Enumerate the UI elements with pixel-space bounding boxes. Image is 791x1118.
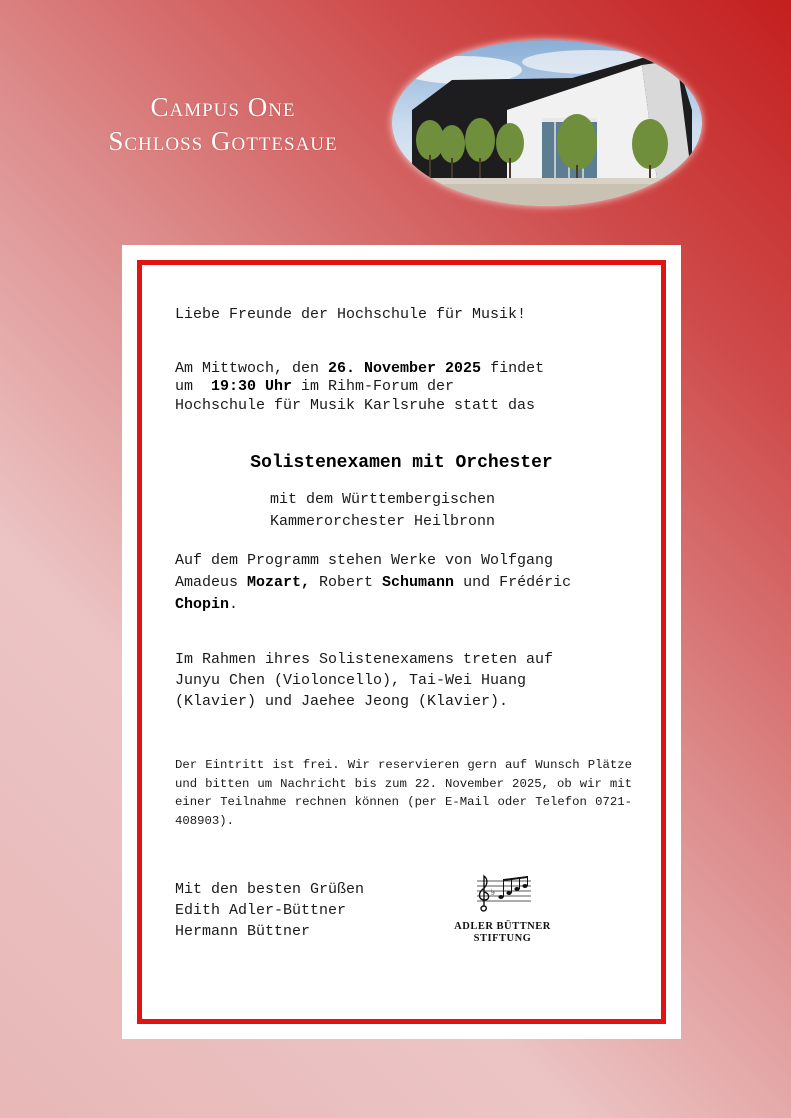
orchestra-line-2: Kammerorchester Heilbronn <box>270 513 496 530</box>
program-line-1: Auf dem Programm stehen Werke von Wolfgang <box>175 552 554 569</box>
admission-paragraph: Der Eintritt ist frei. Wir reservieren gern auf Wunsch Plätze und bitten um Nachricht bis zum 22. November 2025, ob wir mit einer Teilnahme rechnen können (per E-Mail oder Telefon 0721-408903). <box>175 758 632 828</box>
campus-building-photo <box>392 40 702 206</box>
program-line-2: Amadeus Mozart, Robert Schumann und Frédéric <box>175 574 572 591</box>
closing-line-1: Mit den besten Grüßen <box>175 881 365 898</box>
campus-title <box>78 90 368 158</box>
intro-line-1: Am Mittwoch, den 26. November 2025 findet <box>175 360 545 377</box>
intro-line-3: Hochschule für Musik Karlsruhe statt das <box>175 397 536 414</box>
foundation-name-line1: ADLER BÜTTNER <box>454 921 551 932</box>
performers-line-1: Im Rahmen ihres Solistenexamens treten auf <box>175 651 554 668</box>
closing-line-2: Edith Adler-Büttner <box>175 902 347 919</box>
campus-title-line1: Campus One <box>150 92 296 122</box>
performers-line-2: Junyu Chen (Violoncello), Tai-Wei Huang <box>175 672 527 689</box>
greeting: Liebe Freunde der Hochschule für Musik! <box>175 306 527 323</box>
svg-text:♭: ♭ <box>490 888 495 898</box>
campus-title-line2: Schloss Gottesaue <box>108 126 338 156</box>
foundation-name-line2: STIFTUNG <box>473 933 532 944</box>
music-staff-icon <box>473 873 533 915</box>
program-line-3: Chopin. <box>175 596 239 613</box>
invitation-card <box>122 245 681 1039</box>
closing-line-3: Hermann Büttner <box>175 923 311 940</box>
event-headline: Solistenexamen mit Orchester <box>250 453 553 473</box>
event-date: 26. November 2025 <box>328 360 482 377</box>
orchestra-line-1: mit dem Württembergischen <box>270 491 496 508</box>
foundation-logo <box>440 873 565 953</box>
intro-line-2: um 19:30 Uhr im Rihm-Forum der <box>175 378 455 395</box>
event-time: 19:30 Uhr <box>211 378 293 395</box>
performers-line-3: (Klavier) und Jaehee Jeong (Klavier). <box>175 693 509 710</box>
